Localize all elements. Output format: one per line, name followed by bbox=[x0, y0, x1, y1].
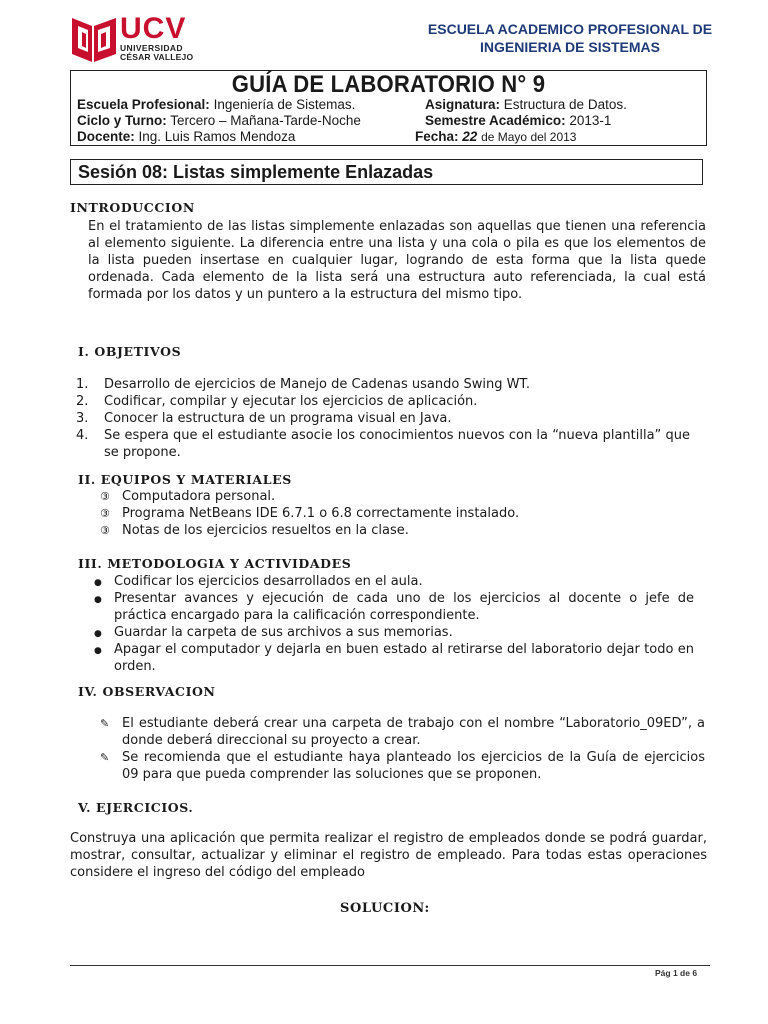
list-item bbox=[100, 749, 705, 783]
escuela-label: Escuela Profesional: bbox=[77, 97, 210, 112]
semestre-label: Semestre Académico: bbox=[425, 113, 566, 128]
escuela-row bbox=[77, 97, 355, 113]
list-item bbox=[94, 573, 694, 590]
fecha-rest: de Mayo del 2013 bbox=[481, 130, 577, 144]
bullet-icon: ● bbox=[94, 578, 102, 588]
circled-three-icon: ③ bbox=[100, 507, 110, 520]
logo-subtitle-university: UNIVERSIDAD bbox=[120, 43, 183, 53]
list-item bbox=[94, 590, 694, 624]
school-line-2: INGENIERIA DE SISTEMAS bbox=[480, 39, 660, 55]
list-item bbox=[94, 641, 694, 675]
intro-paragraph: En el tratamiento de las listas simplemente enlazadas son aquellas que tienen una referencia al elemento siguiente. La diferencia entre una lista y una cola o pila es que los elementos de la lista pueden insertase en cualquier lugar, logrando de esta forma que la lista quede ordenada. Cada elemento de la lista será una estructura auto referenciada, la cual está formada por los datos y un puntero a la estructura del mismo tipo. bbox=[88, 219, 706, 302]
list-text: Guardar la carpeta de sus archivos a sus memorias. bbox=[114, 625, 453, 640]
ciclo-label: Ciclo y Turno: bbox=[77, 113, 167, 128]
list-item bbox=[76, 393, 696, 410]
semestre-row bbox=[425, 113, 611, 129]
list-text: Notas de los ejercicios resueltos en la clase. bbox=[122, 523, 409, 538]
list-item bbox=[100, 505, 680, 522]
intro-heading: INTRODUCCION bbox=[70, 200, 195, 215]
list-item bbox=[76, 376, 696, 393]
list-text: Desarrollo de ejercicios de Manejo de Cadenas usando Swing WT. bbox=[104, 377, 530, 392]
observacion-list bbox=[100, 715, 705, 783]
bullet-icon: ● bbox=[94, 595, 102, 605]
metodologia-heading: III. METODOLOGIA Y ACTIVIDADES bbox=[78, 556, 352, 571]
list-item bbox=[76, 410, 696, 427]
asignatura-row bbox=[425, 97, 627, 113]
writing-hand-icon: ✎ bbox=[100, 717, 110, 730]
list-text: Se recomienda que el estudiante haya planteado los ejercicios de la Guía de ejercicios 09 para que pueda comprender las soluciones que se proponen. bbox=[122, 750, 705, 782]
footer-divider bbox=[70, 965, 710, 966]
list-item bbox=[94, 624, 694, 641]
list-text: Codificar, compilar y ejecutar los ejercicios de aplicación. bbox=[104, 394, 478, 409]
page-number: Pág 1 de 6 bbox=[655, 968, 698, 978]
list-number: 1. bbox=[76, 377, 89, 392]
ucv-logo-icon bbox=[70, 14, 118, 64]
logo-subtitle-name: CÉSAR VALLEJO bbox=[120, 52, 194, 62]
fecha-day: 22 bbox=[462, 129, 478, 144]
observacion-heading: IV. OBSERVACION bbox=[78, 684, 216, 699]
ciclo-row bbox=[77, 113, 361, 129]
docente-row bbox=[77, 129, 295, 145]
guide-title: GUÍA DE LABORATORIO N° 9 bbox=[231, 71, 546, 98]
ciclo-value: Tercero – Mañana-Tarde-Noche bbox=[170, 113, 361, 128]
circled-three-icon: ③ bbox=[100, 524, 110, 537]
list-text: Apagar el computador y dejarla en buen estado al retirarse del laboratorio dejar todo en orden. bbox=[114, 642, 694, 674]
circled-three-icon: ③ bbox=[100, 490, 110, 503]
ejercicios-paragraph: Construya una aplicación que permita realizar el registro de empleados donde se podrá guardar, mostrar, consultar, actualizar y eliminar el registro de empleado. Para todas estas operaciones considere el ingreso del código del empleado bbox=[70, 831, 707, 880]
asignatura-value: Estructura de Datos. bbox=[503, 97, 627, 112]
school-name bbox=[410, 20, 730, 56]
bullet-icon: ● bbox=[94, 646, 102, 656]
asignatura-label: Asignatura: bbox=[425, 97, 501, 112]
list-text: Codificar los ejercicios desarrollados en el aula. bbox=[114, 574, 423, 589]
equipos-list bbox=[100, 488, 680, 539]
list-item bbox=[100, 522, 680, 539]
list-item bbox=[100, 715, 705, 749]
docente-label: Docente: bbox=[77, 129, 135, 144]
list-text: Computadora personal. bbox=[122, 489, 276, 504]
list-item bbox=[76, 427, 690, 461]
list-item bbox=[100, 488, 680, 505]
fecha-label: Fecha: bbox=[415, 129, 459, 144]
list-text: Programa NetBeans IDE 6.7.1 o 6.8 correctamente instalado. bbox=[122, 506, 520, 521]
list-text: Se espera que el estudiante asocie los conocimientos nuevos con la “nueva plantilla” que se propone. bbox=[104, 428, 690, 460]
writing-hand-icon: ✎ bbox=[100, 751, 110, 764]
metodologia-list bbox=[94, 573, 694, 675]
list-number: 3. bbox=[76, 411, 89, 426]
list-text: Presentar avances y ejecución de cada uno de los ejercicios al docente o jefe de práctica encargado para la calificación correspondiente. bbox=[114, 591, 694, 623]
semestre-value: 2013-1 bbox=[569, 113, 612, 128]
list-number: 2. bbox=[76, 394, 89, 409]
objetivos-list bbox=[76, 376, 696, 461]
logo-name: UCV bbox=[120, 12, 187, 45]
equipos-heading: II. EQUIPOS Y MATERIALES bbox=[78, 472, 292, 487]
solucion-heading: SOLUCION: bbox=[340, 901, 430, 916]
list-text: Conocer la estructura de un programa visual en Java. bbox=[104, 411, 452, 426]
ejercicios-heading: V. EJERCICIOS. bbox=[78, 800, 194, 815]
objetivos-heading: I. OBJETIVOS bbox=[78, 344, 182, 359]
session-title: Sesión 08: Listas simplemente Enlazadas bbox=[78, 162, 434, 182]
list-number: 4. bbox=[76, 428, 89, 443]
fecha-row bbox=[415, 129, 576, 145]
list-text: El estudiante deberá crear una carpeta de trabajo con el nombre “Laboratorio_09ED”, a donde deberá direccional su proyecto a crear. bbox=[122, 716, 705, 748]
school-line-1: ESCUELA ACADEMICO PROFESIONAL DE bbox=[427, 21, 713, 37]
docente-value: Ing. Luis Ramos Mendoza bbox=[138, 129, 296, 144]
escuela-value: Ingeniería de Sistemas. bbox=[213, 97, 356, 112]
bullet-icon: ● bbox=[94, 629, 102, 639]
